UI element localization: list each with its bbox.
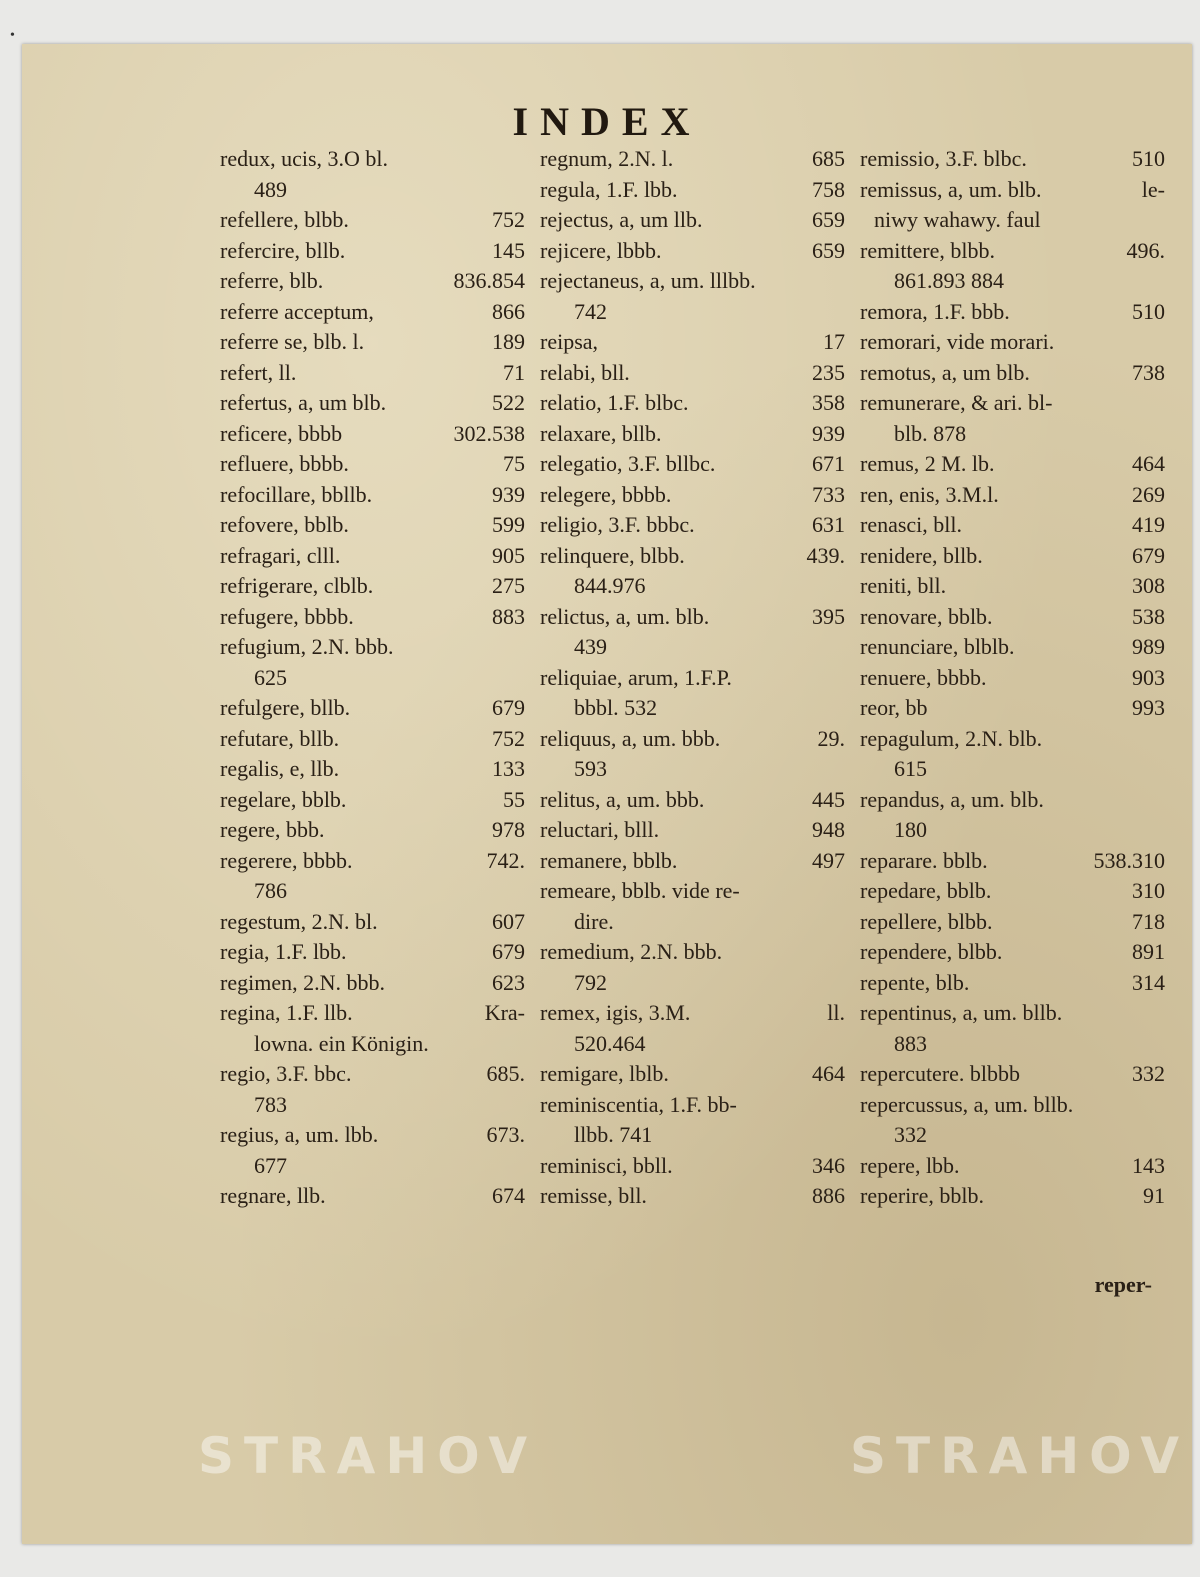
index-term: reminisci, bbll. [540, 1152, 673, 1178]
index-term: refluere, bbbb. [220, 451, 349, 476]
index-term: refugium, 2.N. bbb. [220, 634, 394, 659]
index-entry [860, 876, 1165, 907]
index-term: reperire, bblb. [860, 1183, 984, 1208]
index-term: regelare, bblb. [220, 786, 347, 812]
index-page-number: 496. [1126, 237, 1165, 263]
index-term: refellere, blbb. [220, 207, 349, 232]
index-page-number: 395 [812, 603, 845, 629]
index-entry [540, 1151, 845, 1182]
index-page-number: 189 [492, 329, 525, 354]
index-term: refertus, a, um blb. [220, 390, 387, 415]
index-entry [220, 205, 525, 236]
index-entry [860, 1151, 1165, 1182]
index-continuation-line: 439 [574, 634, 607, 659]
index-page-number: 978 [492, 817, 525, 842]
index-term: reor, bb [860, 695, 928, 720]
index-continuation-line: 180 [894, 817, 927, 842]
index-entry [220, 358, 525, 389]
index-entry [220, 815, 525, 846]
index-term: relegere, bbbb. [540, 481, 672, 507]
index-entry [220, 449, 525, 480]
index-term: regula, 1.F. lbb. [540, 176, 678, 202]
index-term: remus, 2 M. lb. [860, 451, 995, 476]
index-term: remigare, lblb. [540, 1061, 669, 1086]
index-entry [860, 602, 1165, 633]
index-entry [860, 1059, 1165, 1090]
index-continuation-line: bbbl. 532 [574, 695, 658, 720]
index-entry [540, 388, 845, 419]
index-page-number: le- [1141, 176, 1165, 202]
index-entry [220, 571, 525, 602]
index-term: regnum, 2.N. l. [540, 146, 674, 171]
index-continuation-line: dire. [574, 908, 614, 934]
index-page-number: 836.854 [453, 268, 525, 293]
index-page-number: 903 [1132, 664, 1165, 690]
index-term: reluctari, blll. [540, 817, 660, 842]
index-entry [220, 1181, 525, 1212]
index-continuation-line: 520.464 [574, 1030, 646, 1056]
index-term: refugere, bbbb. [220, 603, 354, 629]
index-term: repente, blb. [860, 969, 970, 995]
index-entry [540, 205, 845, 236]
index-page-number: 464 [1132, 451, 1165, 476]
index-entry [540, 846, 845, 877]
index-page-number: 718 [1132, 908, 1165, 934]
index-entry [540, 327, 845, 358]
index-entry [860, 480, 1165, 511]
index-page-number: 866 [492, 298, 525, 324]
index-entry [220, 541, 525, 572]
index-entry [540, 236, 845, 267]
index-page-number: 623 [492, 969, 525, 995]
index-page-number: 332 [1132, 1061, 1165, 1086]
index-page-number: 659 [812, 207, 845, 232]
index-term: refulgere, bllb. [220, 695, 351, 720]
index-continuation-line: 883 [894, 1030, 927, 1056]
index-page-number: 510 [1132, 146, 1165, 171]
index-term: reficere, bbbb [220, 420, 343, 446]
index-page-number: 464 [812, 1061, 845, 1086]
index-page-number: 939 [812, 420, 845, 446]
index-page-number: 607 [492, 908, 525, 934]
index-term: regina, 1.F. llb. [220, 1000, 353, 1025]
index-page-number: 510 [1132, 298, 1165, 324]
index-entry [860, 1181, 1165, 1212]
index-continuation-line: 615 [894, 756, 927, 781]
index-entry [220, 968, 525, 999]
index-entry [540, 510, 845, 541]
index-page-number: 673. [486, 1122, 525, 1147]
index-term: relatio, 1.F. blbc. [540, 390, 689, 415]
index-entry [220, 693, 525, 724]
index-continuation-line: llbb. 741 [574, 1122, 653, 1147]
index-page-number: 738 [1132, 359, 1165, 385]
index-term: relictus, a, um. blb. [540, 603, 710, 629]
index-entry [220, 144, 525, 175]
index-entry [220, 1059, 525, 1090]
index-entry [220, 907, 525, 938]
index-page-number: 989 [1132, 634, 1165, 659]
index-continuation-line: 783 [254, 1091, 287, 1117]
index-term: regere, bbb. [220, 817, 325, 842]
index-page-number: 29. [817, 725, 845, 751]
index-term: remunerare, & ari. bl- [860, 390, 1053, 415]
index-term: renidere, bllb. [860, 542, 983, 568]
index-page-number: 752 [492, 207, 525, 232]
index-entry [220, 327, 525, 358]
index-entry [540, 449, 845, 480]
index-term: repercussus, a, um. bllb. [860, 1091, 1074, 1117]
index-page-number: 302.538 [453, 420, 525, 446]
index-entry [860, 571, 1165, 602]
index-page-number: 733 [812, 481, 845, 507]
index-term: relaxare, bllb. [540, 420, 662, 446]
index-column-2 [540, 144, 845, 1212]
index-term: repagulum, 2.N. blb. [860, 725, 1043, 751]
index-page-number: 679 [492, 695, 525, 720]
index-term: renovare, bblb. [860, 603, 993, 629]
index-term: regius, a, um. lbb. [220, 1122, 379, 1147]
index-page-number: 891 [1132, 939, 1165, 964]
index-page-number: 235 [812, 359, 845, 385]
index-page-number: 742. [486, 847, 525, 873]
index-page-number: 659 [812, 237, 845, 263]
index-term: referre se, blb. l. [220, 329, 365, 354]
index-entry [860, 236, 1165, 267]
index-term: religio, 3.F. bbbc. [540, 512, 695, 537]
index-term: renunciare, blblb. [860, 634, 1015, 659]
index-term: redux, ucis, 3.O bl. [220, 146, 389, 171]
index-entry [540, 785, 845, 816]
index-column-1 [220, 144, 525, 1212]
index-entry [540, 1059, 845, 1090]
index-entry [220, 724, 525, 755]
index-entry [220, 419, 525, 450]
index-continuation-line: niwy wahawy. faul [874, 207, 1041, 232]
index-entry [860, 907, 1165, 938]
index-term: relabi, bll. [540, 359, 630, 385]
index-entry [860, 358, 1165, 389]
index-page-number: 445 [812, 786, 845, 812]
index-entry [540, 937, 845, 968]
index-term: regalis, e, llb. [220, 756, 340, 781]
index-entry [540, 998, 845, 1029]
index-page-number: 75 [503, 451, 525, 476]
index-term: regia, 1.F. lbb. [220, 939, 347, 964]
index-page-number: 883 [492, 603, 525, 629]
index-entry [860, 632, 1165, 663]
index-term: remora, 1.F. bbb. [860, 298, 1010, 324]
index-entry [860, 297, 1165, 328]
index-term: remeare, bblb. vide re- [540, 878, 740, 903]
index-page-number: 679 [1132, 542, 1165, 568]
index-entry [860, 663, 1165, 694]
index-page-number: 269 [1132, 481, 1165, 507]
index-term: refovere, bblb. [220, 512, 349, 537]
index-entry [540, 266, 845, 297]
index-page-number: 538.310 [1093, 847, 1165, 873]
index-continuation-line: 332 [894, 1122, 927, 1147]
index-page-number: 538 [1132, 603, 1165, 629]
watermark-left: STRAHOV [198, 1427, 538, 1485]
index-term: repellere, blbb. [860, 908, 993, 934]
index-term: referre, blb. [220, 268, 324, 293]
index-term: referre acceptum, [220, 298, 374, 324]
index-term: renasci, bll. [860, 512, 963, 537]
index-entry [220, 388, 525, 419]
index-entry [860, 998, 1165, 1029]
index-term: rejectus, a, um llb. [540, 207, 703, 232]
index-term: regerere, bbbb. [220, 847, 353, 873]
index-term: regestum, 2.N. bl. [220, 908, 378, 934]
index-page-number: 497 [812, 847, 845, 873]
index-term: remissus, a, um. blb. [860, 176, 1042, 202]
index-page-number: 674 [492, 1183, 525, 1208]
index-page-number: Kra- [484, 1000, 525, 1025]
page-title: INDEX [512, 99, 702, 144]
index-entry [860, 510, 1165, 541]
index-page-number: 522 [492, 390, 525, 415]
index-term: relegatio, 3.F. bllbc. [540, 451, 716, 476]
index-entry [860, 144, 1165, 175]
index-entry [860, 541, 1165, 572]
index-term: repentinus, a, um. bllb. [860, 1000, 1063, 1025]
index-term: renuere, bbbb. [860, 664, 987, 690]
index-term: reliquus, a, um. bbb. [540, 725, 721, 751]
index-page-number: 419 [1132, 512, 1165, 537]
index-term: relitus, a, um. bbb. [540, 786, 705, 812]
index-entry [540, 663, 845, 694]
index-entry [540, 358, 845, 389]
index-entry [860, 449, 1165, 480]
index-term: relinquere, blbb. [540, 542, 685, 568]
index-entry [220, 846, 525, 877]
index-entry [540, 724, 845, 755]
index-term: regimen, 2.N. bbb. [220, 969, 385, 995]
index-entry [540, 541, 845, 572]
index-page-number: 314 [1132, 969, 1165, 995]
index-term: rejectaneus, a, um. lllbb. [540, 268, 756, 293]
index-term: repedare, bblb. [860, 878, 992, 903]
index-term: refert, ll. [220, 359, 297, 385]
index-entry [540, 815, 845, 846]
index-entry [220, 480, 525, 511]
index-page-number: 679 [492, 939, 525, 964]
index-entry [540, 175, 845, 206]
index-continuation-line: 861.893 884 [894, 268, 1004, 293]
index-continuation-line: 593 [574, 756, 607, 781]
index-page-number: 275 [492, 573, 525, 598]
index-entry [220, 754, 525, 785]
index-page-number: 91 [1143, 1183, 1165, 1208]
corner-dot: • [10, 28, 15, 43]
index-term: reminiscentia, 1.F. bb- [540, 1091, 737, 1117]
index-entry [860, 968, 1165, 999]
index-entry [220, 266, 525, 297]
index-page-number: 55 [503, 786, 525, 812]
index-column-3 [860, 144, 1165, 1212]
index-term: remisse, bll. [540, 1183, 647, 1208]
catchword: reper- [1094, 1272, 1152, 1297]
index-continuation-line: 742 [574, 298, 607, 324]
index-page-number: 71 [503, 359, 525, 385]
index-entry [540, 144, 845, 175]
index-term: reliquiae, arum, 1.F.P. [540, 664, 732, 690]
index-entry [540, 1090, 845, 1121]
book-page [22, 44, 1192, 1544]
index-term: reipsa, [540, 329, 599, 354]
index-term: refercire, bllb. [220, 237, 346, 263]
index-page-number: 671 [812, 451, 845, 476]
index-page-number: 439. [806, 542, 845, 568]
index-term: refocillare, bbllb. [220, 481, 373, 507]
index-page-number: 631 [812, 512, 845, 537]
index-page-number: 346 [812, 1152, 845, 1178]
index-page-number: 752 [492, 725, 525, 751]
index-page-number: 886 [812, 1183, 845, 1208]
index-term: remissio, 3.F. blbc. [860, 146, 1027, 171]
index-entry [860, 175, 1165, 206]
index-page-number: 758 [812, 176, 845, 202]
index-page-number: 993 [1132, 695, 1165, 720]
index-term: regio, 3.F. bbc. [220, 1061, 352, 1086]
index-term: reparare. bblb. [860, 847, 988, 873]
index-page-number: 358 [812, 390, 845, 415]
index-entry [220, 998, 525, 1029]
index-term: refragari, clll. [220, 542, 341, 568]
index-continuation-line: 792 [574, 969, 607, 995]
index-term: regnare, llb. [220, 1183, 326, 1208]
index-page-number: 939 [492, 481, 525, 507]
index-entry [220, 236, 525, 267]
index-page-number: 310 [1132, 878, 1165, 903]
index-term: repercutere. blbbb [860, 1061, 1021, 1086]
index-entry [860, 724, 1165, 755]
index-entry [860, 785, 1165, 816]
index-page-number: 905 [492, 542, 525, 568]
index-continuation-line: 677 [254, 1152, 287, 1178]
index-entry [220, 1120, 525, 1151]
index-entry [860, 1090, 1165, 1121]
index-entry [220, 632, 525, 663]
index-term: remittere, blbb. [860, 237, 996, 263]
index-term: ren, enis, 3.M.l. [860, 481, 999, 507]
index-term: repere, lbb. [860, 1152, 960, 1178]
index-continuation-line: 786 [254, 878, 287, 903]
index-entry [860, 388, 1165, 419]
index-entry [220, 937, 525, 968]
index-term: remorari, vide morari. [860, 329, 1055, 354]
index-term: refutare, bllb. [220, 725, 340, 751]
index-continuation-line: 489 [254, 176, 287, 202]
index-continuation-line: 625 [254, 664, 287, 690]
watermark-right: STRAHOV [850, 1427, 1190, 1485]
index-page-number: 685. [486, 1061, 525, 1086]
index-entry [860, 693, 1165, 724]
index-term: rependere, blbb. [860, 939, 1003, 964]
index-entry [860, 846, 1165, 877]
index-page-number: 685 [812, 146, 845, 171]
index-entry [860, 327, 1165, 358]
index-term: remotus, a, um blb. [860, 359, 1030, 385]
index-term: remedium, 2.N. bbb. [540, 939, 723, 964]
index-page-number: 308 [1132, 573, 1165, 598]
index-entry [220, 602, 525, 633]
index-term: rejicere, lbbb. [540, 237, 662, 263]
index-term: refrigerare, clblb. [220, 573, 374, 598]
index-entry [540, 1181, 845, 1212]
index-term: repandus, a, um. blb. [860, 786, 1044, 812]
index-continuation-line: blb. 878 [894, 420, 967, 446]
index-term: reniti, bll. [860, 573, 947, 598]
index-page-number: 143 [1132, 1152, 1165, 1178]
index-term: remex, igis, 3.M. [540, 1000, 691, 1025]
index-entry [220, 510, 525, 541]
index-page-number: 948 [812, 817, 845, 842]
index-entry [860, 937, 1165, 968]
index-page-number: 145 [492, 237, 525, 263]
index-entry [540, 602, 845, 633]
index-continuation-line: 844.976 [574, 573, 646, 598]
index-entry [220, 785, 525, 816]
index-page-number: ll. [827, 1000, 845, 1025]
index-entry [220, 297, 525, 328]
index-term: remanere, bblb. [540, 847, 678, 873]
index-entry [540, 480, 845, 511]
index-page-number: 599 [492, 512, 525, 537]
index-page-number: 17 [823, 329, 845, 354]
index-entry [540, 419, 845, 450]
index-continuation-line: lowna. ein Königin. [254, 1030, 429, 1056]
index-entry [540, 876, 845, 907]
index-page-number: 133 [492, 756, 525, 781]
